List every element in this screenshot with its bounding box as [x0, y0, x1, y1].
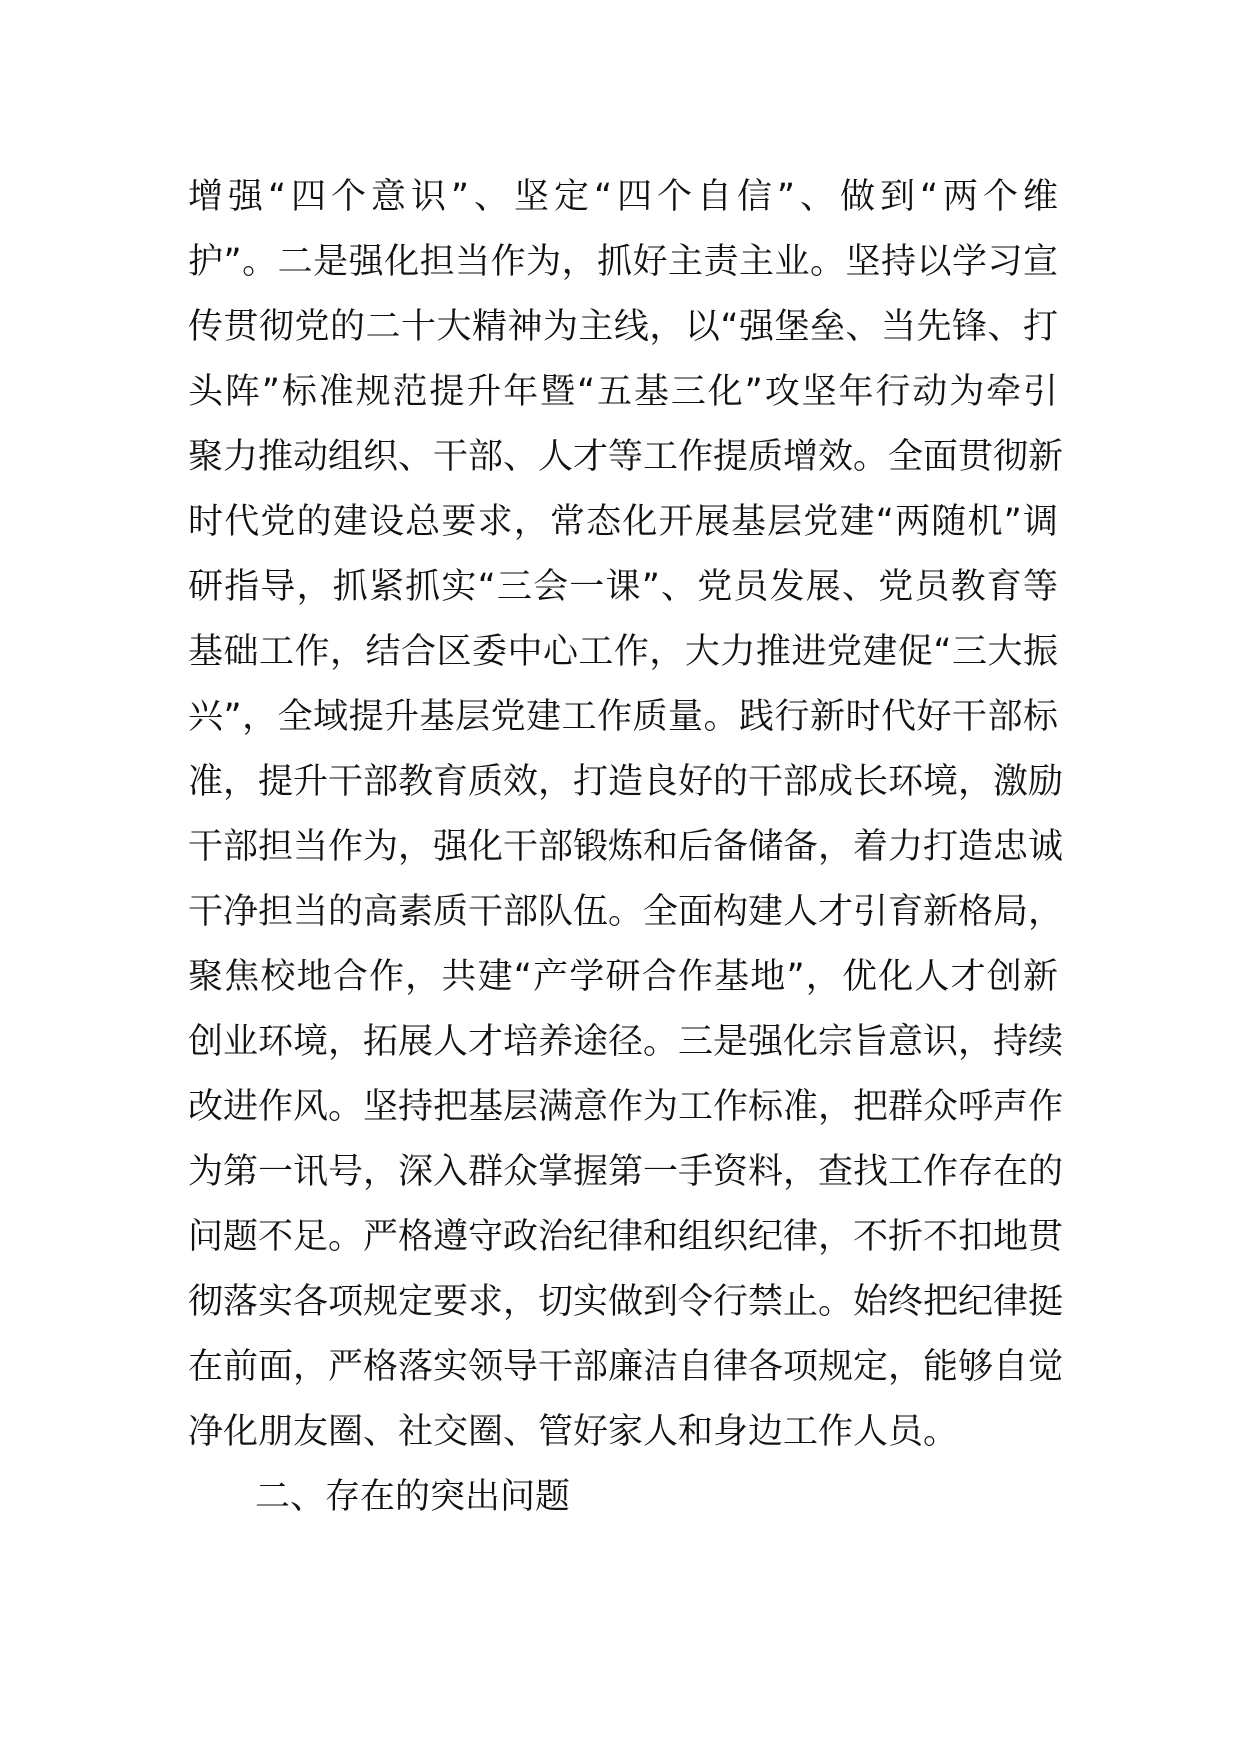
paragraph-line: 聚焦校地合作，共建“产学研合作基地”，优化人才创新	[188, 957, 1058, 997]
paragraph-line: 干净担当的高素质干部队伍。全面构建人才引育新格局，	[188, 892, 1064, 932]
paragraph-line: 准，提升干部教育质效，打造良好的干部成长环境，激励	[188, 762, 1064, 802]
paragraph-line: 彻落实各项规定要求，切实做到令行禁止。始终把纪律挺	[188, 1282, 1064, 1322]
paragraph-line: 干部担当作为，强化干部锻炼和后备储备，着力打造忠诚	[188, 827, 1064, 867]
paragraph-line: 聚力推动组织、干部、人才等工作提质增效。全面贯彻新	[188, 437, 1064, 477]
paragraph-line: 传贯彻党的二十大精神为主线，以“强堡垒、当先锋、打	[188, 307, 1058, 347]
paragraph-line: 兴”，全域提升基层党建工作质量。践行新时代好干部标	[188, 697, 1058, 737]
paragraph-line: 在前面，严格落实领导干部廉洁自律各项规定，能够自觉	[188, 1347, 1064, 1387]
paragraph-line: 增强“四个意识”、坚定“四个自信”、做到“两个维	[188, 177, 1058, 217]
paragraph-line: 为第一讯号，深入群众掌握第一手资料，查找工作存在的	[188, 1152, 1064, 1192]
paragraph-line: 改进作风。坚持把基层满意作为工作标准，把群众呼声作	[188, 1087, 1064, 1127]
paragraph-line: 创业环境，拓展人才培养途径。三是强化宗旨意识，持续	[188, 1022, 1064, 1062]
paragraph-line: 时代党的建设总要求，常态化开展基层党建“两随机”调	[188, 502, 1058, 542]
paragraph-line: 基础工作，结合区委中心工作，大力推进党建促“三大振	[188, 632, 1058, 672]
body-paragraph	[188, 165, 1064, 1465]
paragraph-line: 研指导，抓紧抓实“三会一课”、党员发展、党员教育等	[188, 567, 1058, 607]
section-heading: 二、存在的突出问题	[255, 1477, 571, 1517]
paragraph-line: 头阵”标准规范提升年暨“五基三化”攻坚年行动为牵引	[188, 372, 1058, 412]
paragraph-line: 问题不足。严格遵守政治纪律和组织纪律，不折不扣地贯	[188, 1217, 1064, 1257]
paragraph-line: 净化朋友圈、社交圈、管好家人和身边工作人员。	[188, 1412, 959, 1452]
paragraph-line: 护”。二是强化担当作为，抓好主责主业。坚持以学习宣	[188, 242, 1058, 282]
